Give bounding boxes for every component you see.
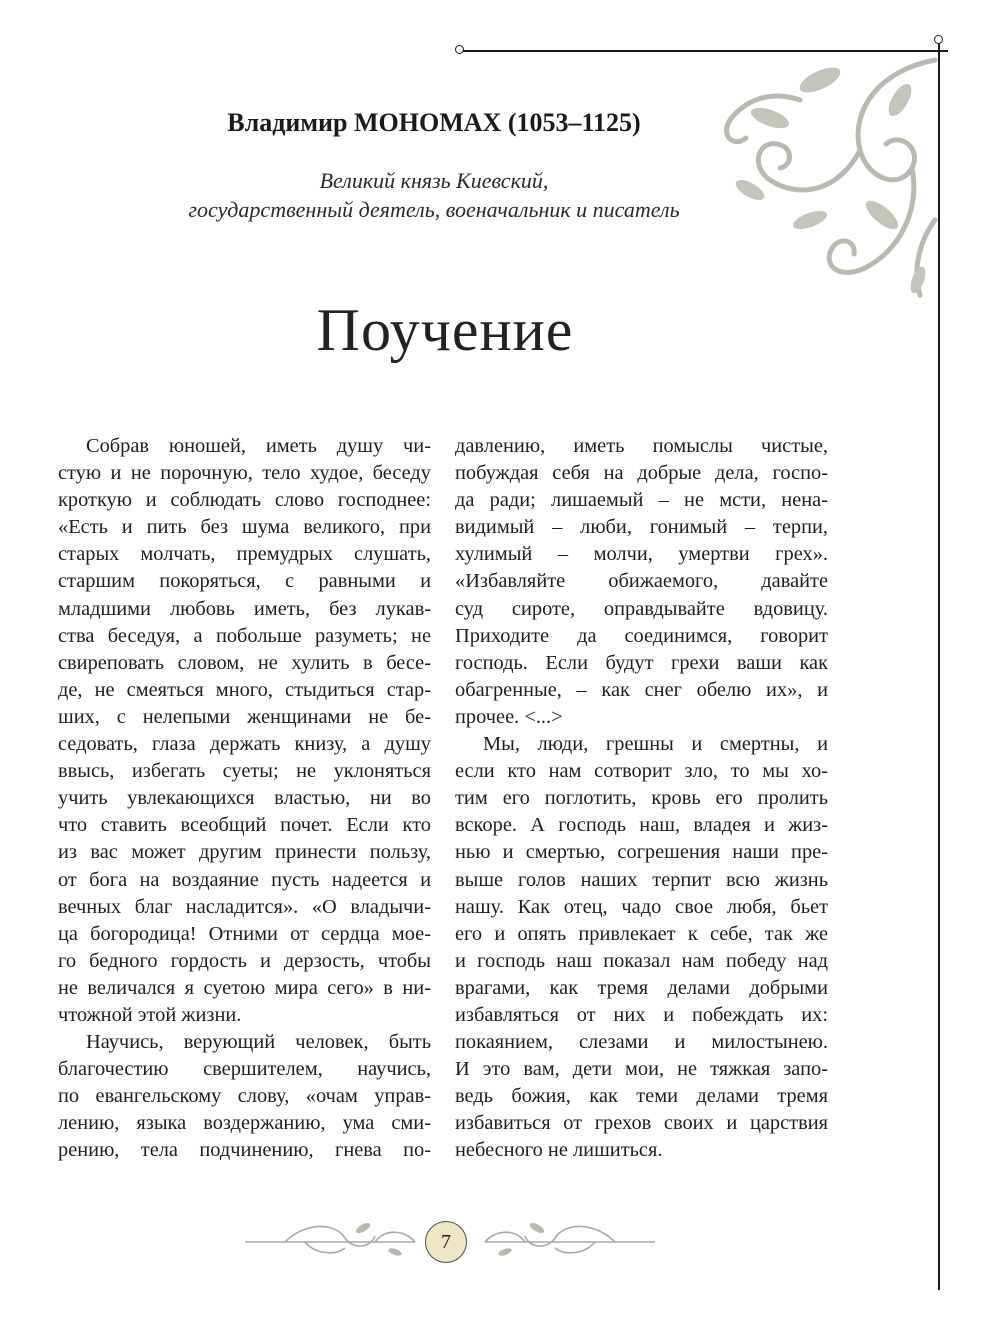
author-last-name: МОНОМАХ (354, 108, 502, 137)
text-line: стую и не порочную, тело худое, беседу (58, 462, 431, 485)
text-line: свиреповать словом, не хулить в бесе- (58, 651, 431, 674)
frame-corner-dot (455, 45, 464, 54)
text-line: рению, тела подчинению, гнева по- (58, 1139, 431, 1162)
text-line: тим его поглотить, кровь его пролить (455, 787, 828, 810)
text-line: если кто нам сотворит зло, то мы хо- (455, 760, 828, 783)
text-line: Собрав юношей, иметь душу чи- (86, 435, 431, 457)
text-line: видимый – люби, гонимый – терпи, (455, 516, 828, 539)
text-line: из вас может другим принести пользу, (58, 841, 431, 864)
author-years: (1053–1125) (507, 108, 641, 137)
text-line: обагренные, – как снег обелю их», и (455, 678, 828, 701)
text-line: кроткую и соблюдать слово господнее: (58, 489, 431, 512)
text-line: прочее. <...> (455, 705, 563, 728)
author-first-name: Владимир (227, 108, 348, 137)
text-line: ства беседуя, а побольше разуметь; не (58, 624, 431, 647)
text-line: ших, с нелепыми женщинами не бе- (58, 705, 431, 728)
text-line: нашу. Как отец, чадо свое любя, бьет (455, 895, 828, 918)
text-line: и господь наш показал нам победу над (455, 949, 828, 972)
text-line: старых молчать, премудрых слушать, (58, 543, 431, 566)
text-line: «Есть и пить без шума великого, при (58, 516, 431, 539)
text-line: врагами, как тремя делами добрыми (455, 976, 828, 999)
text-line: избавиться от грехов своих и царствия (455, 1112, 828, 1135)
text-line: учить увлекающихся властью, ни во (58, 787, 431, 810)
text-line: ведь божия, как теми делами тремя (455, 1085, 828, 1108)
text-line: Мы, люди, грешны и смертны, и (483, 733, 828, 756)
text-line: И это вам, дети мои, не тяжкая запо- (455, 1058, 828, 1081)
text-column-right (455, 433, 828, 1165)
page-number-badge (425, 1221, 467, 1263)
text-line: избавляться от них и побеждать их: (455, 1003, 828, 1026)
text-line: суд сироте, оправдывайте вдовицу. (455, 597, 828, 620)
text-line: Приходите да соединимся, говорит (455, 624, 828, 647)
text-line: «Избавляйте обижаемого, давайте (455, 570, 828, 593)
text-line: чтожной этой жизни. (58, 1003, 242, 1026)
text-line: да ради; лишаемый – не мсти, нена- (455, 489, 828, 512)
text-line: нью и смертью, согрешения наши пре- (455, 841, 828, 864)
text-line: старшим покоряться, с равными и (58, 570, 431, 593)
text-line: выше голов наших терпит всю жизнь (455, 868, 828, 891)
page-number: 7 (441, 1230, 451, 1253)
text-line: по евангельскому слову, «очам управ- (58, 1085, 431, 1108)
text-line: ца богородица! Отними от сердца мое- (58, 922, 431, 945)
text-line: лению, языка воздержанию, ума сми- (58, 1112, 431, 1135)
text-line: давлению, иметь помыслы чистые, (455, 435, 828, 457)
author-subtitle (0, 166, 868, 224)
text-line: седовать, глаза держать книзу, а душу (58, 733, 431, 756)
text-line: благочестию свершителем, научись, (58, 1058, 431, 1081)
subtitle-line: Великий князь Киевский, (319, 168, 549, 193)
subtitle-line: государственный деятель, военачальник и писатель (188, 197, 680, 222)
text-line: его и опять привлекает к себе, так же (455, 922, 828, 945)
text-line: не величался я суетою мира сего» в ни- (58, 976, 431, 999)
text-line: вечных благ насладится». «О владычи- (58, 895, 431, 918)
text-line: побуждая себя на добрые дела, госпо- (455, 462, 828, 485)
text-line: покаянием, слезами и милостынею. (455, 1031, 828, 1054)
text-line: хулимый – молчи, умертви грех». (455, 543, 828, 566)
work-title: Поучение (316, 297, 574, 363)
text-line: господь. Если будут грехи ваши как (455, 651, 828, 674)
text-line: Научись, верующий человек, быть (86, 1031, 431, 1054)
text-line: что ставить всеобщий почет. Если кто (58, 814, 431, 837)
author-heading (0, 108, 868, 138)
text-line: вскоре. А господь наш, владея и жиз- (455, 814, 828, 837)
text-line: младшими любовь иметь, без лукав- (58, 597, 431, 620)
text-line: го бедного гордость и дерзость, чтобы (58, 949, 431, 972)
text-line: де, не смеяться много, стыдиться стар- (58, 678, 431, 701)
text-line: ввысь, избегать суеты; не уклоняться (58, 760, 431, 783)
text-column-left (58, 433, 431, 1165)
text-line: от бога на воздаяние пусть надеется и (58, 868, 431, 891)
text-line: небесного не лишиться. (455, 1139, 663, 1162)
